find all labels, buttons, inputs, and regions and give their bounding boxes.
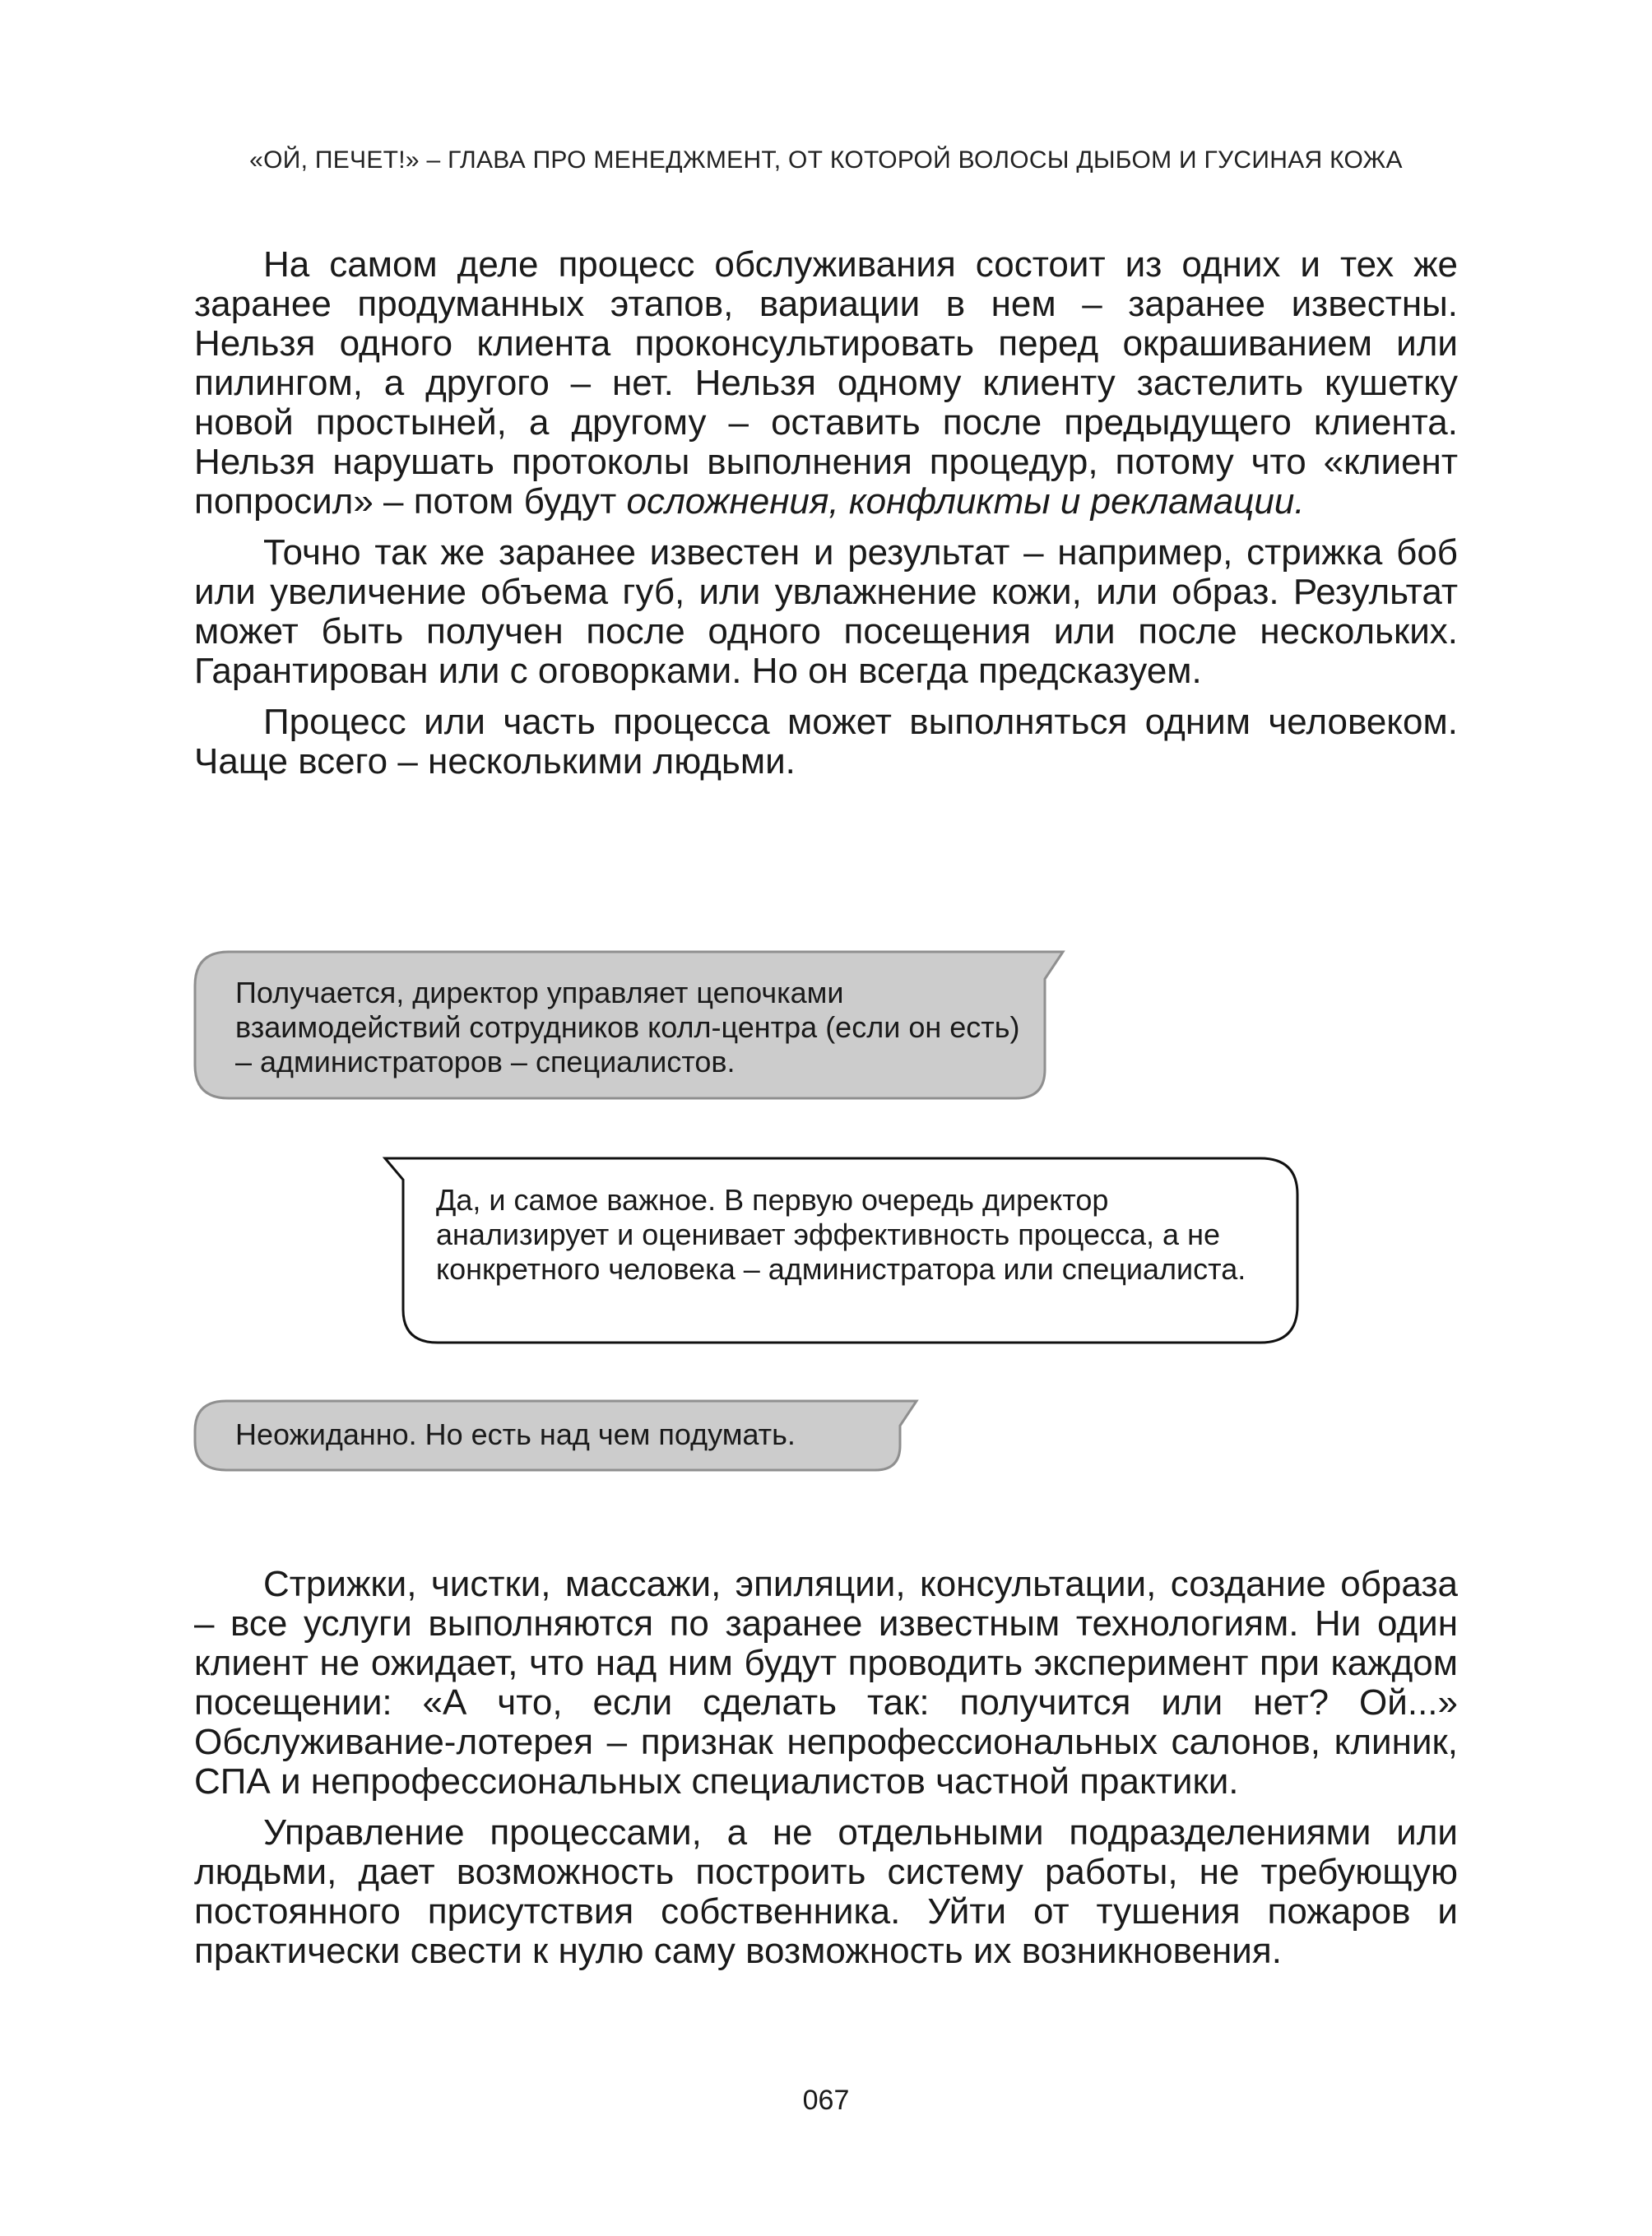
speech-bubble-answer	[380, 1153, 1306, 1351]
bubble-text: Неожиданно. Но есть над чем подумать.	[235, 1417, 796, 1451]
text-block-upper	[194, 245, 1458, 793]
running-header: «ОЙ, ПЕЧЕТ!» – ГЛАВА ПРО МЕНЕДЖМЕНТ, ОТ КОТОРОЙ ВОЛОСЫ ДЫБОМ И ГУСИНАЯ КОЖА	[249, 146, 1403, 174]
page-number: 067	[802, 2085, 850, 2116]
text-block-lower	[194, 1565, 1458, 1983]
bubble-text: Получается, директор управляет цепочками взаимодействий сотрудников колл-центра (если он есть) – администраторов – специалистов.	[235, 976, 1020, 1079]
emphasis-text: осложнения, конфликты и рекламации.	[626, 481, 1305, 522]
bubble-text: Да, и самое важное. В первую очередь директор анализирует и оценивает эффективность процесса, а не конкретного человека – администратора или специалиста.	[436, 1183, 1246, 1286]
paragraph: Точно так же заранее известен и результат – например, стрижка боб или увеличение объема губ, или увлажнение кожи, или образ. Результат может быть получен после одного посещения или после нескольких. Гарантирован или с оговорками. Но он всегда предсказуем.	[194, 532, 1458, 691]
paragraph: Управление процессами, а не отдельными подразделениями или людьми, дает возможность построить систему работы, не требующую постоянного присутствия собственника. Уйти от тушения пожаров и практически свести к нулю саму возможность их возникновения.	[194, 1812, 1458, 1971]
speech-bubble-question	[189, 946, 1070, 1106]
paragraph: На самом деле процесс обслуживания состоит из одних и тех же заранее продуманных этапов, вариации в нем – заранее известны. Нельзя одного клиента проконсультировать перед окрашиванием или пилингом, а другого – нет. Нельзя одному клиенту застелить кушетку новой простыней, а другому – оставить после предыдущего клиента. Нельзя нарушать протоколы выполнения процедур, потому что «клиент попросил» – потом будут осложнения, конфликты и рекламации.	[194, 244, 1458, 522]
paragraph: Стрижки, чистки, массажи, эпиляции, консультации, создание образа – все услуги выполняются по заранее известным технологиям. Ни один клиент не ожидает, что над ним будут проводить эксперимент при каждом посещении: «А что, если сделать так: получится или нет? Ой...» Обслуживание-лотерея – признак непрофессиональных салонов, клиник, СПА и непрофессиональных специалистов частной практики.	[194, 1564, 1458, 1802]
speech-bubble-reply	[189, 1396, 921, 1478]
paragraph: Процесс или часть процесса может выполняться одним человеком. Чаще всего – несколькими людьми.	[194, 702, 1458, 782]
